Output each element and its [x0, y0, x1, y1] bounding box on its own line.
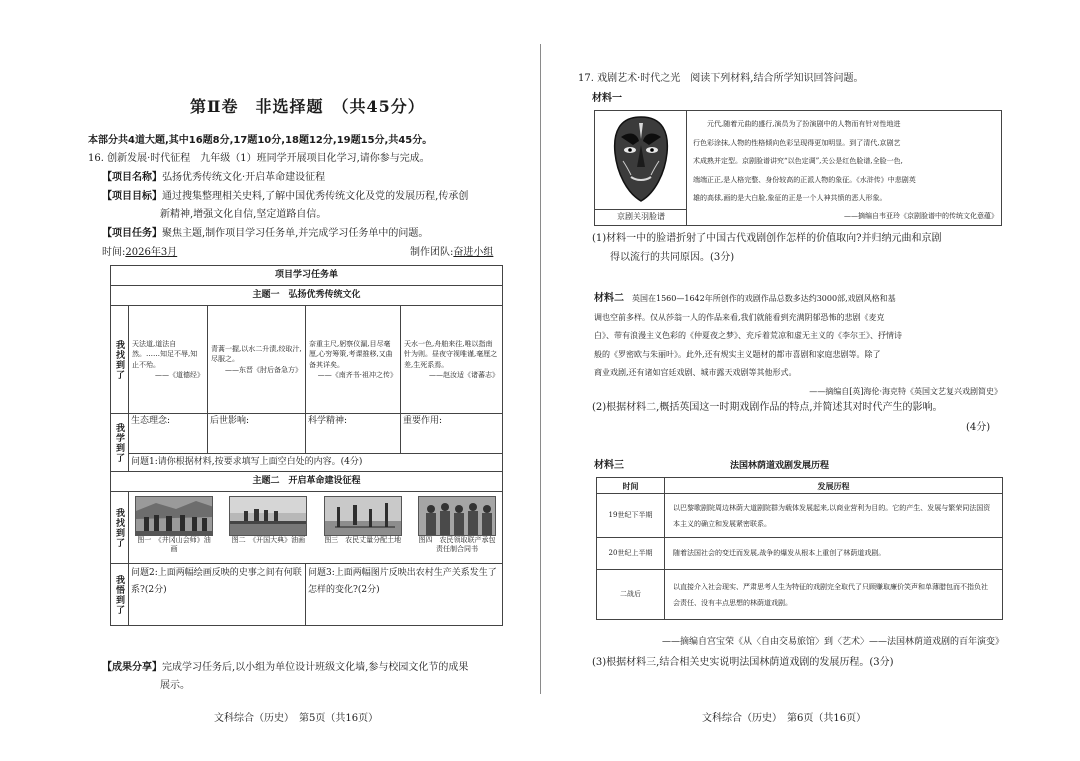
picture-item — [229, 496, 307, 554]
thought-label: 我悟到了 — [111, 564, 129, 626]
learned-answer-cell[interactable]: 科学精神: — [306, 414, 401, 454]
table-cell-time: 19世纪下半期 — [597, 494, 665, 538]
picture-caption: 图二 《开国大典》油画 — [231, 536, 306, 544]
quote-text: 奈重主尺,躬察仪漏,目尽毫厘,心穷筹策,考课推移,又曲备其详矣。 — [309, 339, 393, 369]
project-task-text: 聚焦主题,制作项目学习任务单,并完成学习任务单中的问题。 — [162, 228, 429, 239]
table-cell-progress: 随着法国社会的变迁而发展,战争的爆发从根本上重创了林荫道戏剧。 — [665, 538, 1003, 570]
contract-farmers-photo — [418, 496, 496, 536]
time-label: 时间: — [102, 247, 126, 258]
material-2-text: 英国在1560—1642年所创作的戏剧作品总数多达约3000部,戏剧风格和基 — [632, 294, 896, 303]
share-text-2: 展示。 — [160, 680, 190, 691]
project-team — [410, 246, 493, 260]
picture-item — [135, 496, 213, 554]
share-label: 【成果分享】 — [102, 662, 162, 673]
project-name-text: 弘扬优秀传统文化·开启革命建设征程 — [162, 172, 326, 183]
material-2 — [594, 290, 1002, 401]
material-1-source: ——摘编自韦亚玲《京剧脸谱中的传统文化意蕴》 — [844, 211, 998, 220]
pictures-cell — [129, 492, 503, 564]
table-title: 项目学习任务单 — [111, 266, 503, 286]
project-goal-text-2: 新精神,增强文化自信,坚定道路自信。 — [160, 209, 327, 220]
question-3: 问题3:上面两幅图片反映出农村生产关系发生了怎样的变化?(2分) — [306, 564, 503, 626]
material-2-label: 材料二 — [594, 293, 624, 304]
section-intro: 本部分共4道大题,其中16题8分,17题10分,18题12分,19题15分,共45分。 — [88, 135, 433, 146]
mask-panel — [595, 111, 687, 225]
table-cell-time: 二战后 — [597, 570, 665, 620]
mask-caption: 京剧关羽脸谱 — [595, 209, 687, 224]
project-task — [102, 227, 428, 241]
quote-text: 天法道,道法自然。……知足不辱,知止不殆。 — [132, 339, 198, 369]
learned-label: 我学到了 — [111, 414, 129, 472]
question-2: 问题2:上面两幅绘画反映的史事之间有何联系?(2分) — [129, 564, 306, 626]
table-cell-progress: 以巴黎歌剧院周边林荫大道剧院群为载体发展起来,以商业营利为目的。它的产生、发展与繁荣同法国资本主义的确立和发展紧密联系。 — [665, 494, 1003, 538]
q17-sub1-line1: (1)材料一中的脸谱折射了中国古代戏剧创作怎样的价值取向?并归纳元曲和京剧 — [592, 233, 942, 244]
material-3-table — [596, 477, 1003, 620]
team-value: 奋进小组 — [453, 247, 494, 258]
material-1-line: 行色彩涂抹,人物的性格倾向色彩呈现得更加明显。到了清代,京剧艺 — [693, 138, 901, 147]
picture-caption: 图三 农民丈量分配土地 — [324, 536, 402, 544]
theme2-heading: 主题二 开启革命建设征程 — [111, 472, 503, 492]
page-footer: 文科综合（历史） 第6页（共16页） — [702, 713, 867, 724]
found-label: 我找到了 — [111, 306, 129, 414]
painting-jinggangshan-image — [135, 496, 213, 536]
opera-mask-icon — [609, 115, 673, 207]
q17-sub2-line2: (4分) — [966, 422, 991, 433]
picture-item — [418, 496, 496, 554]
share-text-1: 完成学习任务后,以小组为单位设计班级文化墙,参与校园文化节的成果 — [162, 662, 469, 673]
painting-founding-ceremony-image — [229, 496, 307, 536]
material-2-line: 商业戏剧,还有诸如宫廷戏剧、城市露天戏剧等其他形式。 — [594, 368, 797, 377]
quote-source: ——东晋《肘后备急方》 — [225, 365, 302, 374]
material-2-line: 调也空前多样。仅从莎翁一人的作品来看,我们就能看到充满阴郁恐怖的悲剧《麦克 — [594, 312, 885, 322]
quote-text: 青蒿一握,以水二升渍,绞取汁,尽服之。 — [211, 344, 302, 364]
material-1-text — [693, 115, 998, 224]
table-cell-progress: 以直接介入社会现实、严肃思考人生为特征的戏剧完全取代了只顾赚取廉价笑声和单薄腊包而不指负社会责任、没有丰点思想的林荫道戏剧。 — [665, 570, 1003, 620]
q16-stem: 16. 创新发展·时代征程 九年级（1）班同学开展项目化学习,请你参与完成。 — [88, 153, 430, 164]
material-1-line: 端端正正,是人格完整、身份较高的正派人物的象征。《水浒传》中悲剧英 — [693, 175, 916, 184]
time-value: 2026年3月 — [125, 247, 178, 258]
team-label: 制作团队: — [410, 247, 454, 258]
quote-text: 天水一色,舟舶来往,唯以指南针为则。昼夜守视唯谨,毫厘之差,生死系焉。 — [404, 339, 498, 369]
material-1-label: 材料一 — [592, 93, 622, 104]
material-1-line: 元代,随着元曲的盛行,演员为了扮演剧中的人物而有针对性地进 — [707, 120, 901, 128]
right-page — [540, 0, 1080, 761]
project-goal — [102, 190, 468, 204]
quote-source: ——《南齐书·祖冲之传》 — [317, 371, 397, 379]
learned-answer-cell[interactable]: 生态理念: — [129, 414, 208, 454]
project-name-label: 【项目名称】 — [102, 172, 162, 183]
q17-sub3: (3)根据材料三,结合相关史实说明法国林荫道戏剧的发展历程。(3分) — [592, 657, 894, 668]
material-1-line: 雄的高俅,画的是大白脸,象征的正是一个人神共愤的恶人形象。 — [693, 194, 887, 202]
quote-cell — [401, 306, 503, 414]
picture-caption: 图四 农民领取联产承包责任制合同书 — [418, 536, 496, 553]
question-1: 问题1:请你根据材料,按要求填写上面空白处的内容。(4分) — [129, 454, 503, 472]
quote-source: ——赵汝适《诸蕃志》 — [429, 371, 500, 379]
material-3-source: ——摘编自宫宝荣《从〈自由交易旅馆〉到〈艺术〉——法国林荫道戏剧的百年演变》 — [661, 637, 1004, 647]
material-2-source: ——摘编自[英]海伦·海克特《英国文艺复兴戏剧简史》 — [809, 386, 1002, 396]
found-label-2: 我找到了 — [111, 492, 129, 564]
project-task-label: 【项目任务】 — [102, 228, 162, 239]
task-sheet-table — [110, 265, 503, 626]
project-time — [102, 246, 177, 260]
material-2-line: 白》、带有浪漫主义色彩的《仲夏夜之梦》、充斥着荒凉和虚无主义的《李尔王》、抒情诗 — [594, 331, 902, 340]
picture-caption: 图一 《井冈山会师》油画 — [137, 536, 211, 553]
quote-cell — [306, 306, 401, 414]
material-3-label: 材料三 — [594, 460, 624, 471]
quote-source: ——《道德经》 — [155, 371, 204, 379]
material-3-title: 法国林荫道戏剧发展历程 — [730, 461, 830, 471]
project-goal-text-1: 通过搜集整理相关史料,了解中国优秀传统文化及党的发展历程,传承创 — [162, 191, 469, 202]
learned-answer-cell[interactable]: 重要作用: — [401, 414, 503, 454]
land-measuring-photo — [324, 496, 402, 536]
quote-cell — [129, 306, 208, 414]
material-1-line: 术成熟并定型。京剧脸谱讲究“以色定调”,关公是红色脸谱,全脸一色, — [693, 157, 903, 165]
material-2-line: 般的《罗密欧与朱丽叶》。此外,还有规实主义题材的都市喜剧和家庭悲剧等。除了 — [594, 349, 881, 359]
learned-answer-cell[interactable]: 后世影响: — [208, 414, 306, 454]
page-footer: 文科综合（历史） 第5页（共16页） — [214, 713, 379, 724]
quote-cell — [208, 306, 306, 414]
table-header-time: 时间 — [597, 478, 665, 494]
q17-stem: 17. 戏剧艺术·时代之光 阅读下列材料,结合所学知识回答问题。 — [578, 73, 864, 84]
project-name — [102, 171, 325, 185]
project-goal-label: 【项目目标】 — [102, 191, 162, 202]
theme1-heading: 主题一 弘扬优秀传统文化 — [111, 286, 503, 306]
section-heading: 第Ⅱ卷 非选择题 （共45分） — [190, 97, 425, 116]
material-2-line-1 — [594, 290, 1002, 309]
share-line-1 — [102, 661, 468, 675]
material-1-box — [594, 110, 1002, 226]
table-header-progress: 发展历程 — [665, 478, 1003, 494]
q17-sub1-line2: 得以流行的共同原因。(3分) — [610, 252, 735, 263]
picture-item — [324, 496, 402, 554]
q17-sub2-line1: (2)根据材料二,概括英国这一时期戏剧作品的特点,并简述其对时代产生的影响。 — [592, 402, 943, 413]
table-cell-time: 20世纪上半期 — [597, 538, 665, 570]
